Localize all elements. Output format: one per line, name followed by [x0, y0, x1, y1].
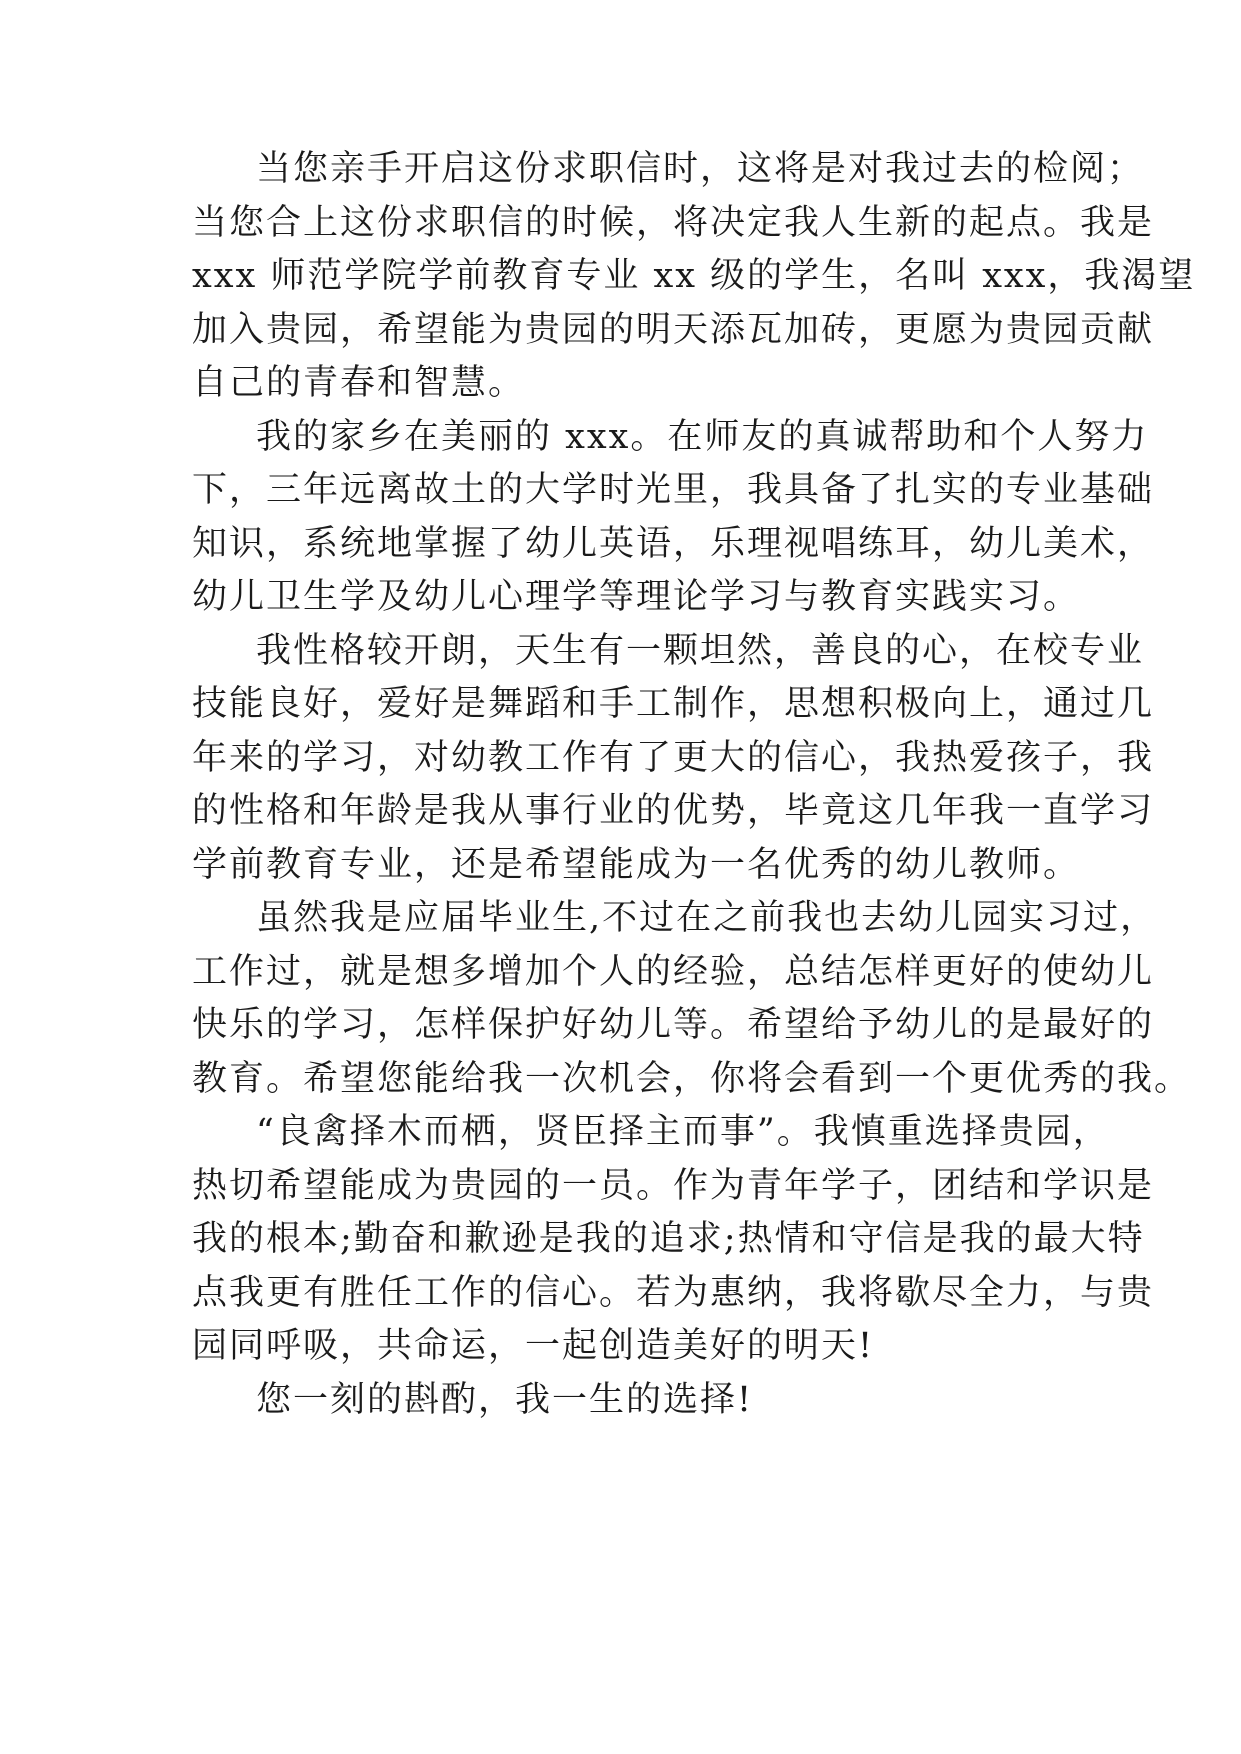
text-line: 我的根本;勤奋和歉逊是我的追求;热情和守信是我的最大特: [192, 1219, 1145, 1259]
text-line: 年来的学习，对幼教工作有了更大的信心，我热爱孩子，我: [192, 737, 1155, 778]
text-line: 自己的青春和智慧。: [192, 363, 526, 403]
paragraph-4: [192, 892, 1192, 1106]
text-line: 幼儿卫生学及幼儿心理学等理论学习与教育实践实习。: [192, 577, 1081, 617]
paragraph-5: [192, 1106, 1155, 1374]
text-line: 学前教育专业，还是希望能成为一名优秀的幼儿教师。: [192, 844, 1081, 885]
text-line: 您一刻的斟酌，我一生的选择!: [256, 1379, 754, 1420]
text-line: 当您亲手开启这份求职信时，这将是对我过去的检阅；: [256, 149, 1145, 189]
text-line: 园同呼吸，共命运，一起创造美好的明天!: [192, 1326, 875, 1366]
text-line: 快乐的学习，怎样保护好幼儿等。希望给予幼儿的是最好的: [192, 1005, 1155, 1045]
text-line: 我的家乡在美丽的 xxx。在师友的真诚帮助和个人努力: [256, 416, 1149, 457]
text-line: “良禽择木而栖，贤臣择主而事”。我慎重选择贵园，: [256, 1112, 1110, 1152]
paragraph-6: [192, 1374, 1060, 1428]
text-line: 的性格和年龄是我从事行业的优势，毕竟这几年我一直学习: [192, 791, 1155, 831]
text-line: 热切希望能成为贵园的一员。作为青年学子，团结和学识是: [192, 1165, 1155, 1206]
text-line: 知识，系统地掌握了幼儿英语，乐理视唱练耳，幼儿美术，: [192, 523, 1155, 564]
text-line: 教育。希望您能给我一次机会，你将会看到一个更优秀的我。: [192, 1058, 1192, 1099]
text-line: 加入贵园，希望能为贵园的明天添瓦加砖，更愿为贵园贡献: [192, 309, 1155, 350]
text-line: 我性格较开朗，天生有一颗坦然，善良的心，在校专业: [256, 630, 1145, 671]
text-line: 虽然我是应届毕业生,不过在之前我也去幼儿园实习过，: [256, 898, 1158, 938]
paragraph-1: [192, 143, 1196, 411]
text-line: xxx 师范学院学前教育专业 xx 级的学生，名叫 xxx，我渴望: [192, 256, 1196, 296]
text-line: 工作过，就是想多增加个人的经验，总结怎样更好的使幼儿: [192, 951, 1155, 992]
text-line: 下，三年远离故土的大学时光里，我具备了扎实的专业基础: [192, 470, 1155, 510]
paragraph-2: [192, 411, 1155, 625]
letter-body: [192, 143, 1196, 1427]
text-line: 当您合上这份求职信的时候，将决定我人生新的起点。我是: [192, 202, 1155, 243]
paragraph-3: [192, 625, 1155, 893]
text-line: 技能良好，爱好是舞蹈和手工制作，思想积极向上，通过几: [192, 684, 1155, 724]
text-line: 点我更有胜任工作的信心。若为惠纳，我将歇尽全力，与贵: [192, 1272, 1155, 1313]
